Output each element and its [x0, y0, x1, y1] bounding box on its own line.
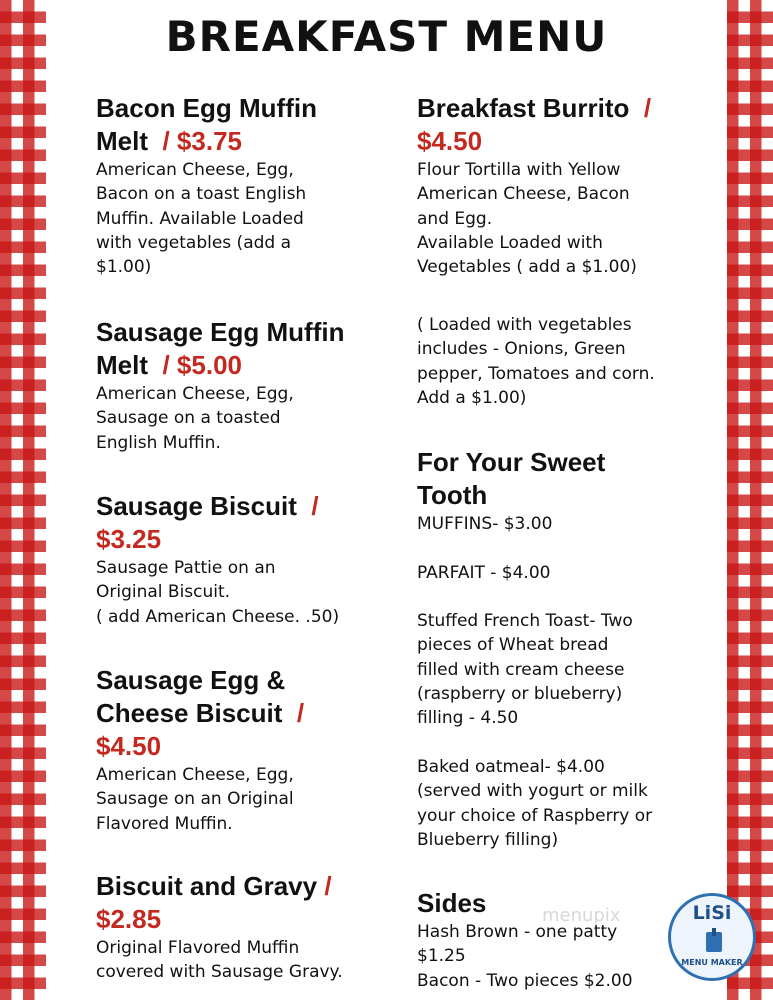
menu-title: BREAKFAST MENU	[165, 12, 608, 61]
menu-item-biscuit-and-gravy	[96, 870, 396, 985]
item-name-line1: Sausage Egg &	[96, 665, 286, 695]
item-name-line2: Melt	[96, 126, 148, 156]
item-price: $2.85	[96, 904, 162, 934]
price-separator: /	[324, 871, 332, 901]
lisi-menu-maker-logo	[668, 893, 756, 981]
item-name	[96, 664, 396, 763]
menu-item-sausage-egg-muffin-melt	[96, 316, 396, 455]
item-price: $4.50	[417, 126, 483, 156]
item-description: Original Flavored Muffin covered with Sausage Gravy.	[96, 938, 343, 983]
item-description: American Cheese, Egg, Bacon on a toast English Muffin. Available Loaded with vegetables (add a $1.00)	[96, 160, 307, 278]
item-description: American Cheese, Egg, Sausage on a toasted English Muffin.	[96, 384, 294, 453]
vegetables-note	[417, 313, 713, 410]
price-separator: /	[643, 93, 652, 123]
item-name	[417, 92, 713, 158]
item-description: Sausage Pattie on an Original Biscuit. ( add American Cheese. .50)	[96, 558, 340, 627]
item-price: $3.75	[176, 126, 242, 156]
note-text: ( Loaded with vegetables includes - Onions, Green pepper, Tomatoes and corn. Add a $1.00)	[417, 315, 655, 408]
item-price: $3.25	[96, 524, 162, 554]
item-price: $4.50	[96, 731, 162, 761]
section-heading	[417, 446, 713, 512]
item-name-line2: Melt	[96, 350, 148, 380]
item-name-line1: Sausage Egg Muffin	[96, 317, 345, 347]
item-price: $5.00	[176, 350, 242, 380]
left-checkered-border	[0, 0, 46, 1000]
section-sweet-tooth	[417, 446, 713, 852]
item-description: American Cheese, Egg, Sausage on an Original Flavored Muffin.	[96, 765, 294, 834]
heading-line1: For Your Sweet	[417, 447, 606, 477]
item-name	[96, 870, 396, 936]
menu-item-breakfast-burrito	[417, 92, 713, 279]
price-separator: /	[296, 698, 305, 728]
item-name	[96, 316, 396, 382]
price-separator: /	[162, 350, 170, 380]
item-name-line2: Cheese Biscuit	[96, 698, 283, 728]
menu-item-sausage-egg-cheese-biscuit	[96, 664, 396, 836]
item-name-line1: Biscuit and Gravy	[96, 871, 318, 901]
item-name-line1: Bacon Egg Muffin	[96, 93, 317, 123]
heading-line2: Tooth	[417, 480, 488, 510]
item-name	[96, 92, 396, 158]
menupix-watermark: menupix	[542, 905, 621, 926]
item-description: Flour Tortilla with Yellow American Cheese, Bacon and Egg. Available Loaded with Vegetables ( add a $1.00)	[417, 160, 637, 278]
price-separator: /	[162, 126, 170, 156]
logo-subtitle: MENU MAKER	[681, 958, 743, 967]
item-name-line1: Sausage Biscuit	[96, 491, 297, 521]
price-separator: /	[311, 491, 319, 521]
menu-item-sausage-biscuit	[96, 490, 396, 629]
section-heading: Sides	[417, 888, 487, 918]
right-checkered-border	[727, 0, 773, 1000]
item-name	[96, 490, 396, 556]
cup-icon	[703, 928, 725, 954]
section-items: Hash Brown - one patty $1.25 Bacon - Two pieces $2.00	[417, 922, 633, 991]
section-items: MUFFINS- $3.00 PARFAIT - $4.00 Stuffed French Toast- Two pieces of Wheat bread filled with cream cheese (raspberry or blueberry) filling - 4.50 Baked oatmeal- $4.00 (served with yogurt or milk your choice of Raspberry or Blueberry filling)	[417, 514, 653, 850]
menu-item-bacon-egg-muffin-melt	[96, 92, 396, 279]
item-name-line1: Breakfast Burrito	[417, 93, 630, 123]
logo-brand-text: LiSi	[692, 902, 732, 924]
